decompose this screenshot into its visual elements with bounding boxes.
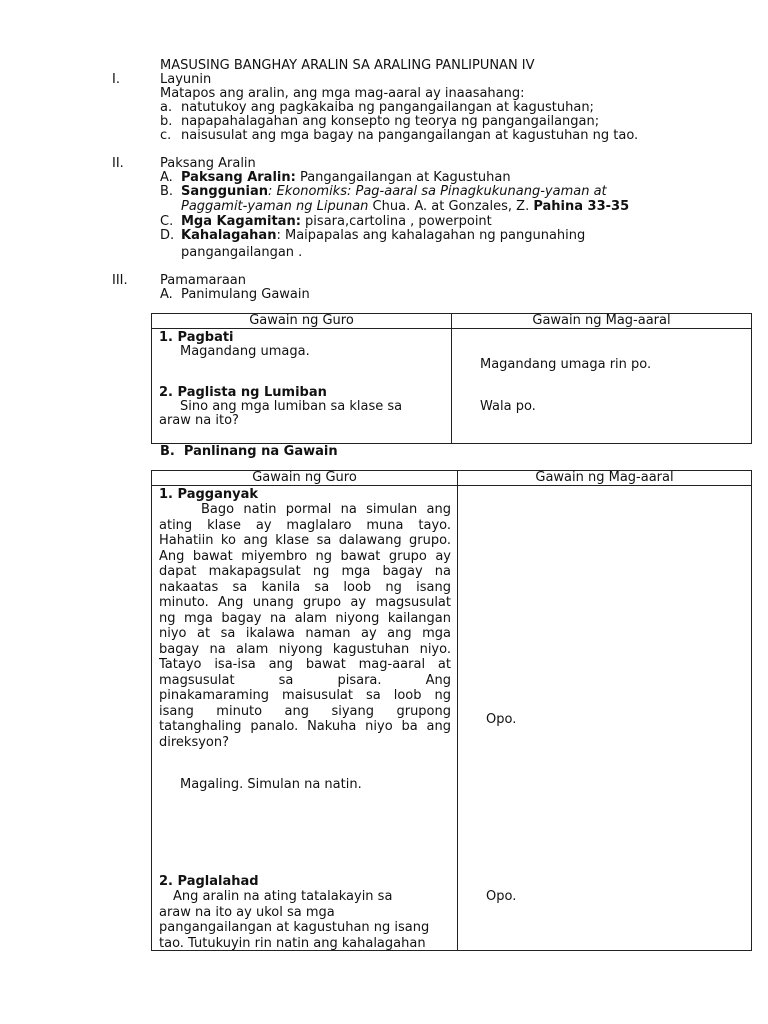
item-b-line-2 bbox=[181, 199, 629, 214]
subsection-a-heading: A. Panimulang Gawain bbox=[160, 287, 310, 302]
paglalahad-title: 2. Paglalahad bbox=[159, 874, 259, 889]
objective-b-text: napapahalagahan ang konsepto ng teorya ng pangangailangan; bbox=[181, 114, 600, 129]
item-d-label: Kahalagahan bbox=[181, 228, 277, 243]
pagganyak-line: Bago natin pormal na simulan ang bbox=[201, 502, 451, 517]
item-b-label: Sanggunian bbox=[181, 184, 268, 199]
panimulang-gawain-table bbox=[151, 313, 752, 444]
paglista-text-1: Sino ang mga lumiban sa klase sa bbox=[180, 399, 403, 414]
item-a-label: Paksang Aralin: bbox=[181, 170, 296, 185]
document-title: MASUSING BANGHAY ARALIN SA ARALING PANLIPUNAN IV bbox=[160, 58, 535, 73]
pagganyak-line: Ang bawat miyembro ng bawat grupo ay bbox=[159, 548, 451, 564]
objective-c-letter: c. bbox=[160, 128, 172, 143]
item-b-letter: B. bbox=[160, 184, 174, 199]
item-d-line-1 bbox=[181, 228, 585, 243]
paglista-response: Wala po. bbox=[480, 399, 536, 414]
item-d-letter: D. bbox=[160, 228, 175, 243]
table2-magaaral-cell bbox=[458, 486, 752, 951]
paglalahad-line: araw na ito ay ukol sa mga bbox=[159, 904, 335, 920]
item-b-reference-2: Paggamit-yaman ng Lipunan bbox=[181, 199, 369, 214]
item-c-line bbox=[181, 214, 492, 229]
objective-c-text: naisusulat ang mga bagay na pangangailangan at kagustuhan ng tao. bbox=[181, 128, 639, 143]
item-b-pages: Pahina 33-35 bbox=[533, 199, 630, 214]
subsection-b-heading: B. Panlinang na Gawain bbox=[160, 444, 338, 459]
paglista-text-2: araw na ito? bbox=[159, 413, 239, 428]
objective-b-letter: b. bbox=[160, 114, 173, 129]
pagganyak-response: Opo. bbox=[486, 712, 517, 727]
table2-header-guro: Gawain ng Guro bbox=[152, 471, 458, 486]
section-1-intro: Matapos ang aralin, ang mga mag-aaral ay inaasahang: bbox=[160, 86, 525, 101]
pagganyak-line: ng mga bagay na alam niyong kailangan bbox=[159, 610, 451, 626]
item-c-letter: C. bbox=[160, 214, 174, 229]
pagganyak-line: ating klase ay maglalaro muna tayo. bbox=[159, 517, 451, 533]
item-b-line-1 bbox=[181, 184, 607, 199]
table1-header-magaaral: Gawain ng Mag-aaral bbox=[452, 314, 752, 329]
table1-magaaral-cell bbox=[452, 329, 752, 444]
pagbati-title: 1. Pagbati bbox=[159, 330, 234, 345]
item-a-text: Pangangailangan at Kagustuhan bbox=[295, 170, 511, 185]
section-2-number: II. bbox=[112, 156, 124, 171]
pagganyak-line: minuto. Ang unang grupo ay magsusulat bbox=[159, 595, 451, 610]
item-c-label: Mga Kagamitan: bbox=[181, 214, 301, 229]
item-d-line-2: pangangailangan . bbox=[181, 245, 303, 260]
section-1-number: I. bbox=[112, 72, 120, 87]
paglalahad-response: Opo. bbox=[486, 889, 517, 904]
table1-header-guro: Gawain ng Guro bbox=[152, 314, 452, 329]
pagganyak-line: magsusulat sa pisara. Ang bbox=[159, 672, 451, 688]
pagganyak-line: Tatayo isa-isa ang bawat mag-aaral at bbox=[159, 657, 451, 672]
table1-guro-cell bbox=[152, 329, 452, 444]
paglalahad-line: Ang aralin na ating tatalakayin sa bbox=[173, 889, 393, 904]
pagganyak-line: niyo at sa ikalawa naman ay ang mga bbox=[159, 626, 451, 641]
pagganyak-line: isang minuto ang siyang grupong bbox=[159, 703, 451, 719]
paglalahad-line: tao. Tutukuyin rin natin ang kahalagahan bbox=[159, 935, 426, 951]
objective-a-text: natutukoy ang pagkakaiba ng pangangailangan at kagustuhan; bbox=[181, 100, 594, 115]
section-1-heading: Layunin bbox=[160, 72, 212, 87]
panlinang-gawain-table bbox=[151, 470, 752, 951]
pagganyak-line: nakaatas sa kanila sa loob ng isang bbox=[159, 579, 451, 595]
objective-a-letter: a. bbox=[160, 100, 173, 115]
paglalahad-line: pangangailangan at kagustuhan ng isang bbox=[159, 920, 430, 935]
pagganyak-title: 1. Pagganyak bbox=[159, 487, 258, 502]
pagganyak-line: dapat makapagsulat ng mga bagay na bbox=[159, 564, 451, 579]
item-b-authors: Chua. A. at Gonzales, Z. bbox=[368, 199, 534, 214]
section-3-number: III. bbox=[112, 273, 128, 288]
pagganyak-line: direksyon? bbox=[159, 734, 230, 750]
pagganyak-text-2: Magaling. Simulan na natin. bbox=[180, 777, 362, 792]
pagganyak-body bbox=[159, 502, 451, 750]
pagganyak-line: Hahatiin ko ang klase sa dalawang grupo. bbox=[159, 533, 451, 548]
section-2-heading: Paksang Aralin bbox=[160, 156, 256, 171]
section-3-heading: Pamamaraan bbox=[160, 273, 246, 288]
pagbati-response: Magandang umaga rin po. bbox=[480, 357, 652, 372]
item-c-text: pisara,cartolina , powerpoint bbox=[300, 214, 492, 229]
pagganyak-line: pinakamaraming maisusulat sa loob ng bbox=[159, 688, 451, 703]
table2-header-magaaral: Gawain ng Mag-aaral bbox=[458, 471, 752, 486]
pagbati-text: Magandang umaga. bbox=[180, 344, 310, 359]
paglalahad-body bbox=[159, 889, 451, 951]
table2-guro-cell bbox=[152, 486, 458, 951]
item-d-text: : Maipapalas ang kahalagahan ng pangunahing bbox=[276, 228, 586, 243]
pagganyak-line: bagay na alam niyong kagustuhan niyo. bbox=[159, 641, 451, 657]
paglista-title: 2. Paglista ng Lumiban bbox=[159, 385, 327, 400]
pagganyak-line: tatanghaling panalo. Nakuha niyo ba ang bbox=[159, 719, 451, 734]
item-a-line bbox=[181, 170, 511, 185]
item-b-reference-1: : Ekonomiks: Pag-aaral sa Pinagkukunang-yaman at bbox=[268, 184, 607, 199]
item-a-letter: A. bbox=[160, 170, 173, 185]
